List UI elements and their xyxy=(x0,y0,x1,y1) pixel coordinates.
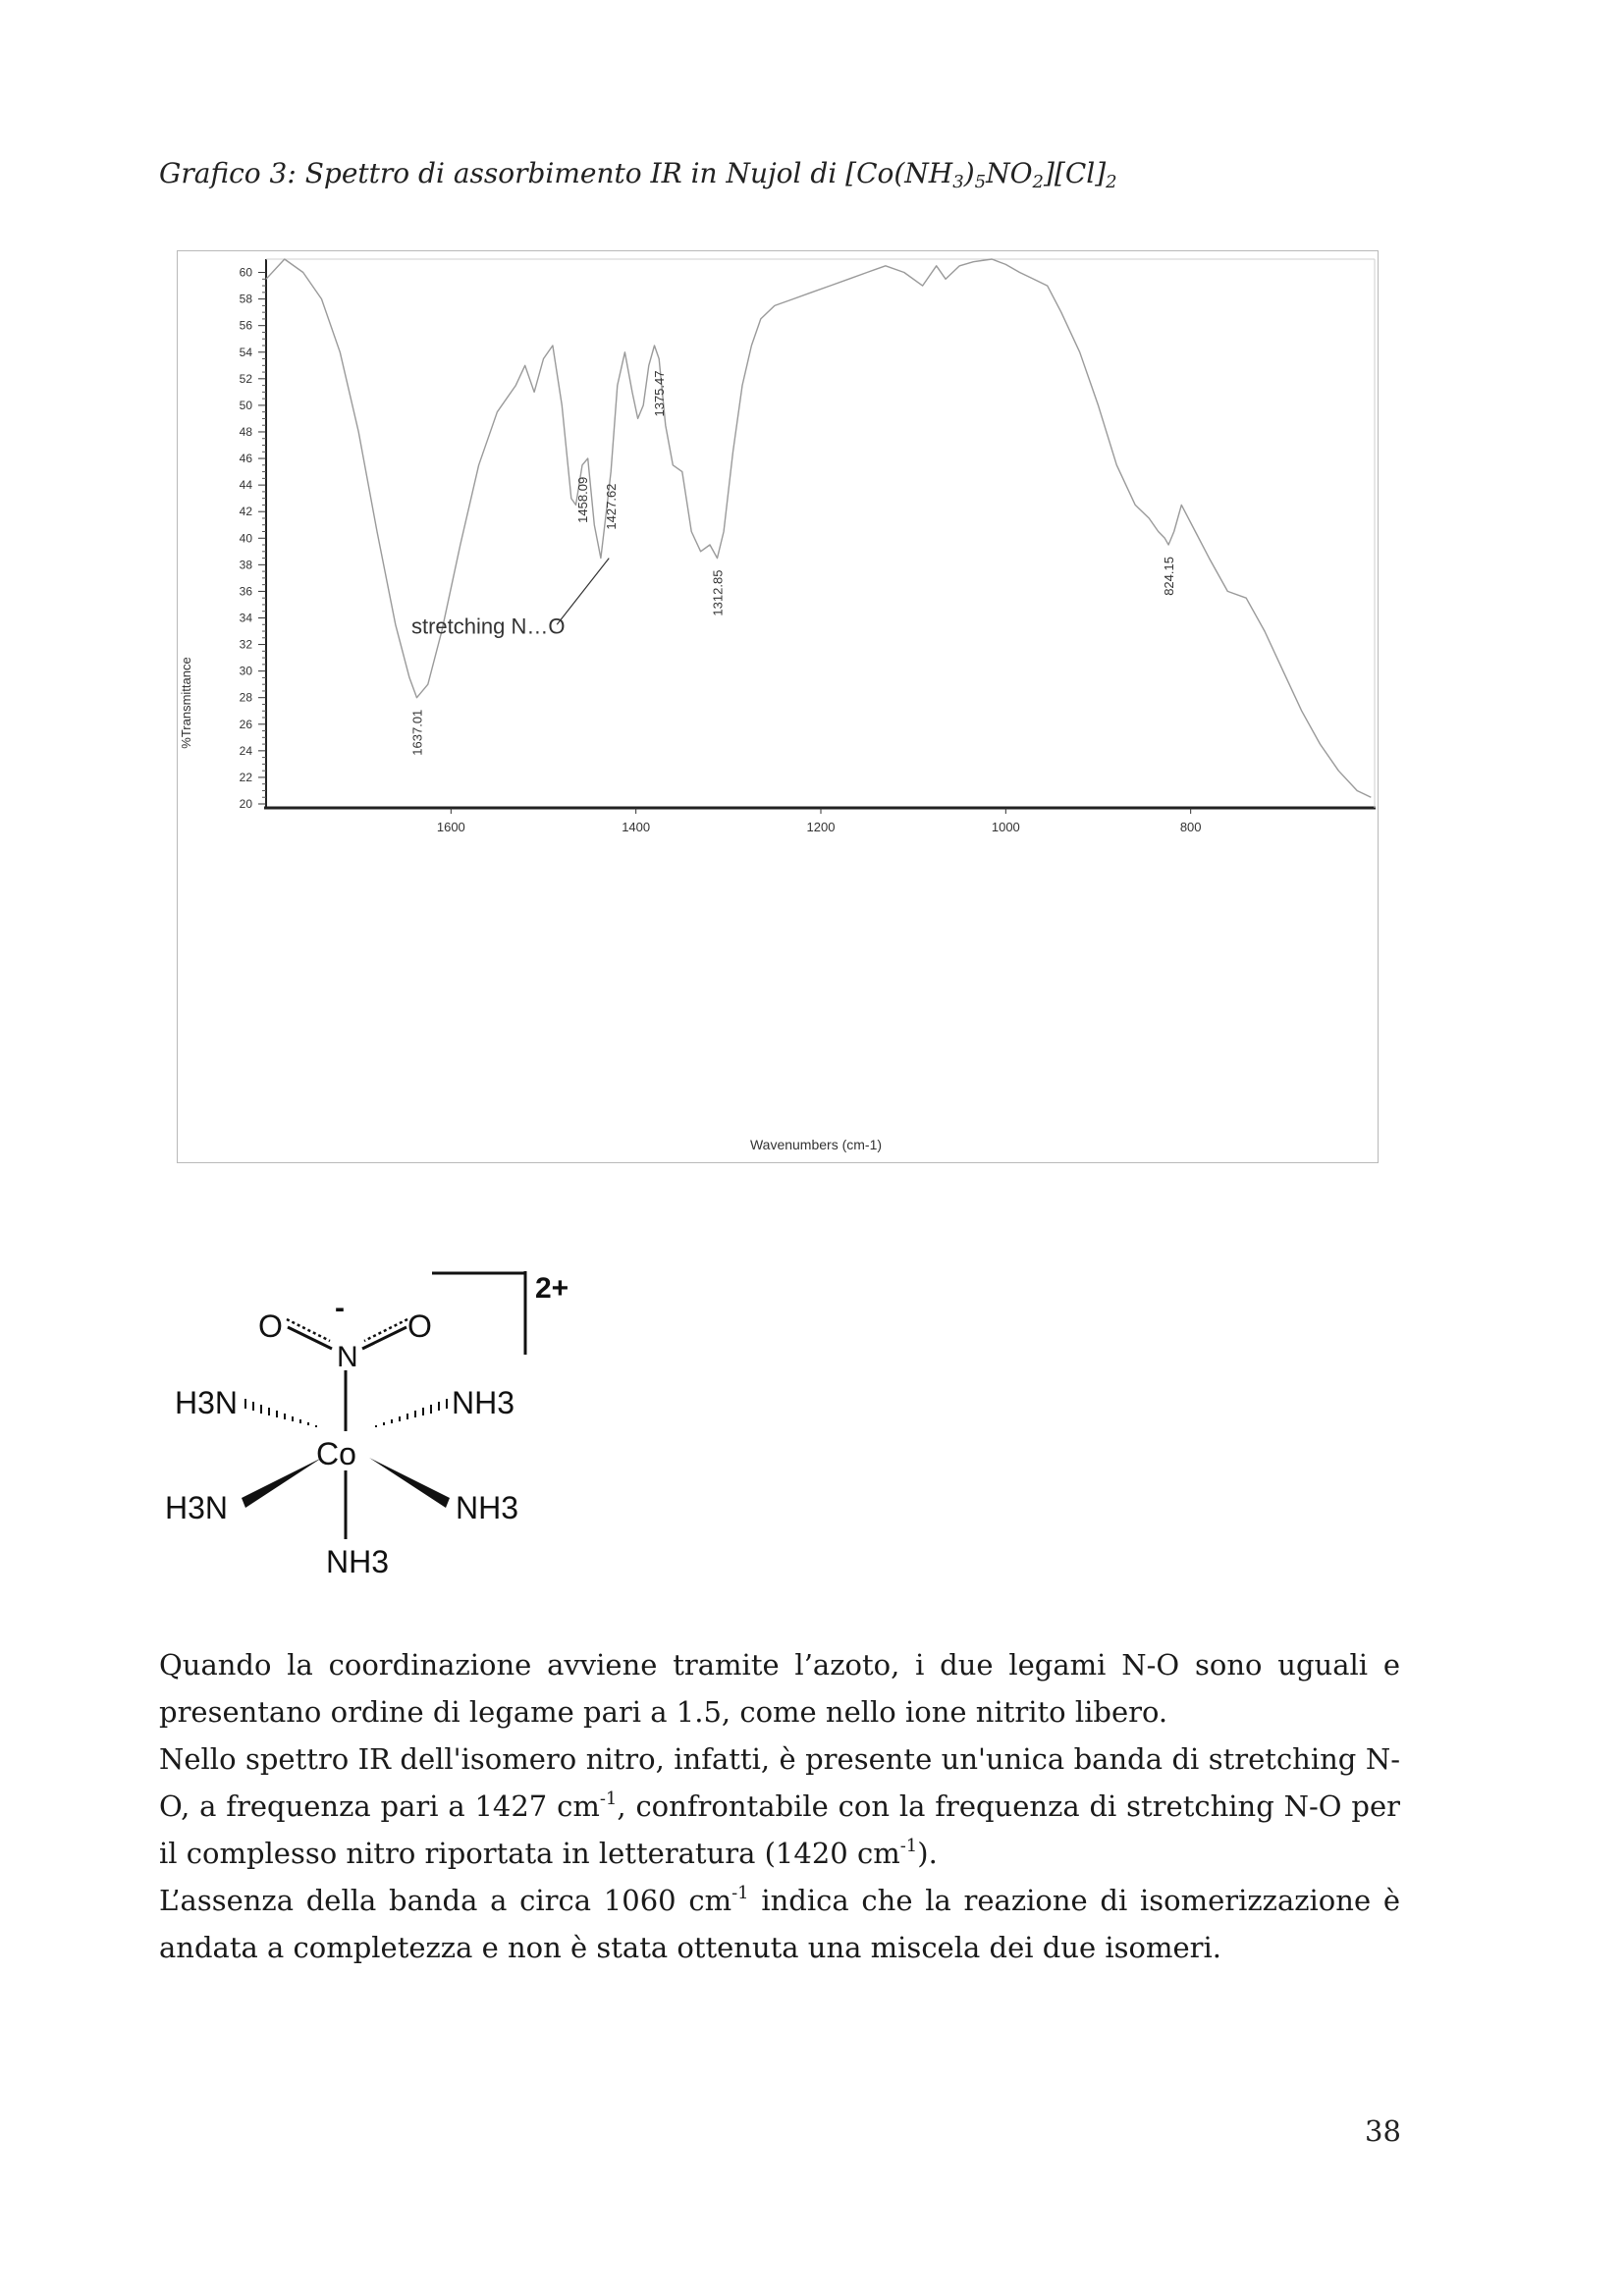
ammine-bottom: NH3 xyxy=(326,1544,390,1579)
page-number: 38 xyxy=(1365,2114,1401,2148)
caption-subscript: 2 xyxy=(1106,172,1117,192)
nitrogen-top: N xyxy=(337,1341,358,1373)
text-line: Quando la coordinazione avviene tramite l’azoto, i due legami N-O sono uguali e xyxy=(159,1648,1400,1682)
text-fragment: il complesso nitro riportata in letteratura (1420 cm xyxy=(159,1837,900,1870)
hashed-wedge-upper-left xyxy=(245,1399,316,1427)
text-line: presentano ordine di legame pari a 1.5, come nello ione nitrito libero. xyxy=(159,1695,1168,1729)
peak-label: 1312.85 xyxy=(710,569,726,616)
y-tick-label: 28 xyxy=(239,690,252,705)
figure-caption xyxy=(159,157,1117,192)
cobalt-atom: Co xyxy=(316,1436,356,1471)
oxygen-left: O xyxy=(258,1308,283,1344)
y-tick-label: 50 xyxy=(239,398,252,412)
text-fragment: O, a frequenza pari a 1427 cm xyxy=(159,1789,600,1823)
text-line xyxy=(159,1877,1400,1924)
paragraph-ir-spectrum xyxy=(159,1735,1400,1877)
caption-text: ) xyxy=(963,157,975,189)
y-tick-label: 38 xyxy=(239,558,252,572)
caption-subscript: 2 xyxy=(1032,172,1044,192)
peak-labels xyxy=(409,371,1176,756)
y-tick-label: 58 xyxy=(239,292,252,306)
y-tick-label: 24 xyxy=(239,743,252,758)
ir-spectrum-chart xyxy=(178,251,1378,1162)
caption-text: ][Cl] xyxy=(1044,157,1107,189)
paragraph-coordination xyxy=(159,1641,1400,1735)
text-line xyxy=(159,1783,1400,1830)
ammine-upper-left: H3N xyxy=(175,1385,239,1420)
y-tick-label: 30 xyxy=(239,664,252,678)
caption-subscript: 3 xyxy=(952,172,964,192)
x-tick-label: 800 xyxy=(1179,820,1202,834)
y-tick-label: 46 xyxy=(239,452,252,466)
text-fragment: ). xyxy=(917,1837,938,1870)
y-tick-label: 34 xyxy=(239,611,252,625)
x-tick-label: 1400 xyxy=(622,820,651,834)
nitro-complex-structure xyxy=(147,1256,599,1614)
annotation xyxy=(411,559,609,639)
y-tick-label: 26 xyxy=(239,717,252,731)
oxygen-right: O xyxy=(407,1308,432,1344)
annotation-label: stretching N…O xyxy=(410,614,566,639)
paragraph-isomerization xyxy=(159,1877,1400,1971)
caption-label: Grafico 3: xyxy=(159,157,297,189)
solid-wedge-lower-left xyxy=(242,1458,322,1508)
y-tick-label: 52 xyxy=(239,371,252,386)
y-tick-label: 44 xyxy=(239,478,252,493)
hashed-wedge-upper-right xyxy=(376,1399,447,1427)
molecule-drawing xyxy=(147,1256,599,1610)
y-tick-label: 32 xyxy=(239,637,252,652)
text-fragment: , confrontabile con la frequenza di stretching N-O per xyxy=(617,1789,1401,1823)
text-line: Nello spettro IR dell'isomero nitro, infatti, è presente un'unica banda di stretching N- xyxy=(159,1742,1400,1776)
y-tick-label: 36 xyxy=(239,584,252,599)
peak-label: 1637.01 xyxy=(409,709,425,756)
x-axis-ticks xyxy=(437,808,1202,834)
negative-charge: - xyxy=(335,1292,345,1324)
y-tick-label: 60 xyxy=(239,265,252,280)
peak-label: 824.15 xyxy=(1162,557,1177,596)
y-axis-ticks xyxy=(240,266,266,811)
text-line xyxy=(159,1830,1400,1877)
y-tick-label: 54 xyxy=(239,345,252,359)
spectrum-series xyxy=(266,259,1371,797)
chart-axes xyxy=(264,259,1376,808)
y-tick-label: 40 xyxy=(239,531,252,546)
charge-label: 2+ xyxy=(535,1272,569,1305)
text-fragment: indica che la reazione di isomerizzazione è xyxy=(748,1884,1400,1917)
caption-subscript: 5 xyxy=(974,172,987,192)
peak-label: 1375.47 xyxy=(652,370,668,417)
peak-label: 1427.62 xyxy=(604,483,620,530)
superscript: -1 xyxy=(599,1789,618,1809)
text-line: andata a completezza e non è stata ottenuta una miscela dei due isomeri. xyxy=(159,1931,1221,1964)
x-tick-label: 1600 xyxy=(436,820,465,834)
y-tick-label: 48 xyxy=(239,424,252,439)
ir-spectrum-figure xyxy=(177,250,1379,1163)
y-axis-label: %Transmittance xyxy=(179,657,193,749)
x-tick-label: 1000 xyxy=(991,820,1020,834)
superscript: -1 xyxy=(899,1836,918,1856)
peak-label: 1458.09 xyxy=(575,476,591,523)
solid-wedge-lower-right xyxy=(369,1458,450,1508)
y-tick-label: 22 xyxy=(239,770,252,784)
caption-text: Spettro di assorbimento IR in Nujol di [Co(NH xyxy=(304,157,953,189)
x-axis-label: Wavenumbers (cm-1) xyxy=(749,1137,883,1152)
y-tick-label: 56 xyxy=(239,318,252,333)
ammine-lower-left: H3N xyxy=(165,1490,229,1525)
text-fragment: L’assenza della banda a circa 1060 cm xyxy=(159,1884,732,1917)
superscript: -1 xyxy=(731,1883,749,1903)
ammine-lower-right: NH3 xyxy=(456,1490,519,1525)
y-tick-label: 42 xyxy=(239,505,252,519)
caption-text: NO xyxy=(986,157,1033,189)
y-tick-label: 20 xyxy=(239,797,252,811)
ammine-upper-right: NH3 xyxy=(452,1385,515,1420)
x-tick-label: 1200 xyxy=(806,820,836,834)
spectrum-line xyxy=(266,259,1371,797)
